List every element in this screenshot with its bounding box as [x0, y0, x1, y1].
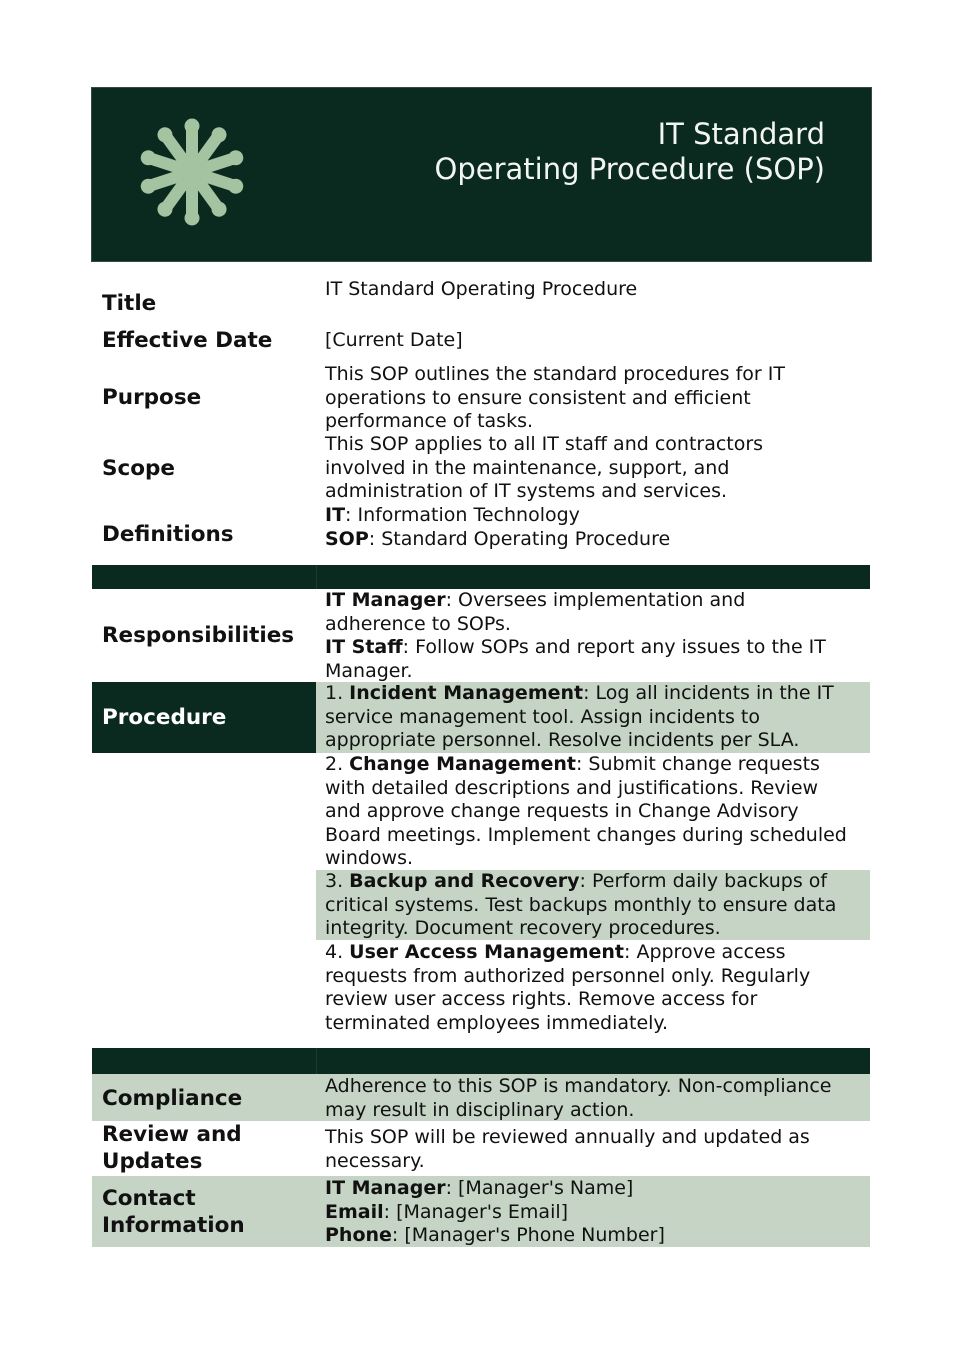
row-title	[92, 275, 870, 325]
row-procedure-step-2	[92, 753, 870, 870]
contact-key: Email	[325, 1200, 384, 1223]
scope-line: This SOP applies to all IT staff and contractors	[325, 433, 764, 455]
step-text: critical systems. Test backups monthly to ensure data	[325, 893, 837, 916]
value-contact-information	[316, 1177, 870, 1248]
contact-value: : [Manager's Phone Number]	[391, 1224, 665, 1246]
contact-item	[325, 1201, 870, 1225]
row-scope	[92, 433, 870, 504]
label-compliance: Compliance	[102, 1086, 243, 1111]
step-name: Change Management	[349, 753, 576, 775]
step-name: Backup and Recovery	[349, 870, 580, 892]
compliance-line: may result in disciplinary action.	[325, 1098, 635, 1121]
row-definitions	[92, 504, 870, 552]
row-contact-information	[92, 1176, 870, 1247]
label-line: Contact	[102, 1186, 196, 1211]
row-compliance	[92, 1074, 870, 1121]
role-name: IT Manager	[325, 589, 446, 611]
procedure-step	[316, 753, 870, 870]
step-text: requests from authorized personnel only. Regularly	[325, 964, 811, 987]
procedure-step	[316, 870, 870, 940]
section-divider	[92, 1048, 870, 1074]
row-responsibilities	[92, 589, 870, 682]
value-responsibilities	[316, 589, 870, 683]
purpose-line: This SOP outlines the standard procedures for IT	[325, 363, 785, 385]
label-review-updates	[92, 1121, 316, 1175]
step-text: terminated employees immediately.	[325, 1011, 669, 1034]
definition-term: SOP	[325, 527, 369, 550]
contact-item	[325, 1177, 870, 1201]
step-name: User Access Management	[349, 941, 624, 963]
value-purpose	[316, 363, 870, 434]
flower-logo-icon	[136, 116, 248, 228]
label-responsibilities: Responsibilities	[102, 623, 295, 648]
title-line-1: IT Standard	[657, 117, 825, 151]
purpose-line: performance of tasks.	[325, 410, 534, 432]
scope-line: involved in the maintenance, support, and	[325, 456, 730, 479]
role-text: : Follow SOPs and report any issues to the IT	[402, 636, 826, 658]
step-number: 1.	[325, 682, 350, 704]
value-title: IT Standard Operating Procedure	[325, 278, 638, 300]
role-text: adherence to SOPs.	[325, 612, 511, 635]
row-review-updates	[92, 1121, 870, 1176]
responsibility-item	[325, 636, 870, 660]
step-text: : Perform daily backups of	[579, 870, 828, 892]
role-name: IT Staff	[325, 636, 403, 658]
responsibility-item	[325, 589, 870, 613]
procedure-step	[316, 941, 870, 1035]
label-effective-date: Effective Date	[102, 328, 273, 353]
contact-item	[325, 1224, 870, 1248]
purpose-line: operations to ensure consistent and efficient	[325, 386, 751, 409]
value-definitions	[316, 504, 870, 551]
contact-value: : [Manager's Email]	[383, 1200, 569, 1223]
step-text: : Submit change requests	[575, 753, 820, 775]
step-number: 2.	[325, 753, 350, 775]
label-definitions: Definitions	[102, 522, 234, 547]
label-procedure: Procedure	[92, 682, 316, 753]
step-text: with detailed descriptions and justifications. Review	[325, 776, 819, 799]
role-text: Manager.	[325, 659, 413, 682]
step-text: service management tool. Assign incidents to	[325, 705, 760, 728]
label-title: Title	[102, 291, 157, 316]
procedure-step	[316, 682, 870, 753]
step-text: appropriate personnel. Resolve incidents per SLA.	[325, 729, 800, 751]
label-contact-information	[92, 1185, 316, 1239]
row-effective-date	[92, 326, 870, 362]
label-line: Updates	[102, 1149, 203, 1174]
step-text: : Approve access	[624, 941, 786, 963]
compliance-line: Adherence to this SOP is mandatory. Non-compliance	[325, 1075, 832, 1097]
value-compliance	[316, 1075, 870, 1122]
definition-item	[325, 504, 870, 528]
label-purpose: Purpose	[102, 385, 202, 410]
step-text: review user access rights. Remove access for	[325, 988, 758, 1010]
step-number: 4.	[325, 941, 350, 963]
label-scope: Scope	[102, 456, 175, 481]
row-procedure-step-1	[92, 682, 870, 753]
row-purpose	[92, 362, 870, 433]
review-line: This SOP will be reviewed annually and updated as	[325, 1126, 810, 1148]
step-number: 3.	[325, 870, 350, 892]
value-review-updates	[316, 1126, 870, 1173]
document-title	[435, 117, 825, 187]
row-procedure-step-3	[92, 870, 870, 940]
step-text: Board meetings. Implement changes during scheduled	[325, 823, 847, 846]
step-text: integrity. Document recovery procedures.	[325, 917, 721, 939]
definition-text: : Standard Operating Procedure	[368, 527, 671, 550]
contact-key: Phone	[325, 1224, 392, 1246]
label-line: Information	[102, 1213, 245, 1238]
definition-item	[325, 528, 870, 552]
review-line: necessary.	[325, 1149, 425, 1172]
contact-key: IT Manager	[325, 1177, 446, 1199]
section-divider	[92, 565, 870, 589]
contact-value: : [Manager's Name]	[445, 1177, 634, 1199]
step-text: and approve change requests in Change Advisory	[325, 800, 799, 822]
definition-text: : Information Technology	[345, 504, 580, 526]
role-text: : Oversees implementation and	[445, 589, 746, 611]
scope-line: administration of IT systems and services.	[325, 480, 728, 502]
step-text: windows.	[325, 847, 414, 869]
definition-term: IT	[325, 504, 346, 526]
title-line-2: Operating Procedure (SOP)	[434, 152, 825, 186]
value-effective-date: [Current Date]	[325, 329, 463, 351]
label-line: Review and	[102, 1122, 242, 1147]
row-procedure-step-4	[92, 941, 870, 1041]
value-scope	[316, 433, 870, 504]
step-text: : Log all incidents in the IT	[583, 682, 834, 704]
step-name: Incident Management	[349, 682, 584, 704]
